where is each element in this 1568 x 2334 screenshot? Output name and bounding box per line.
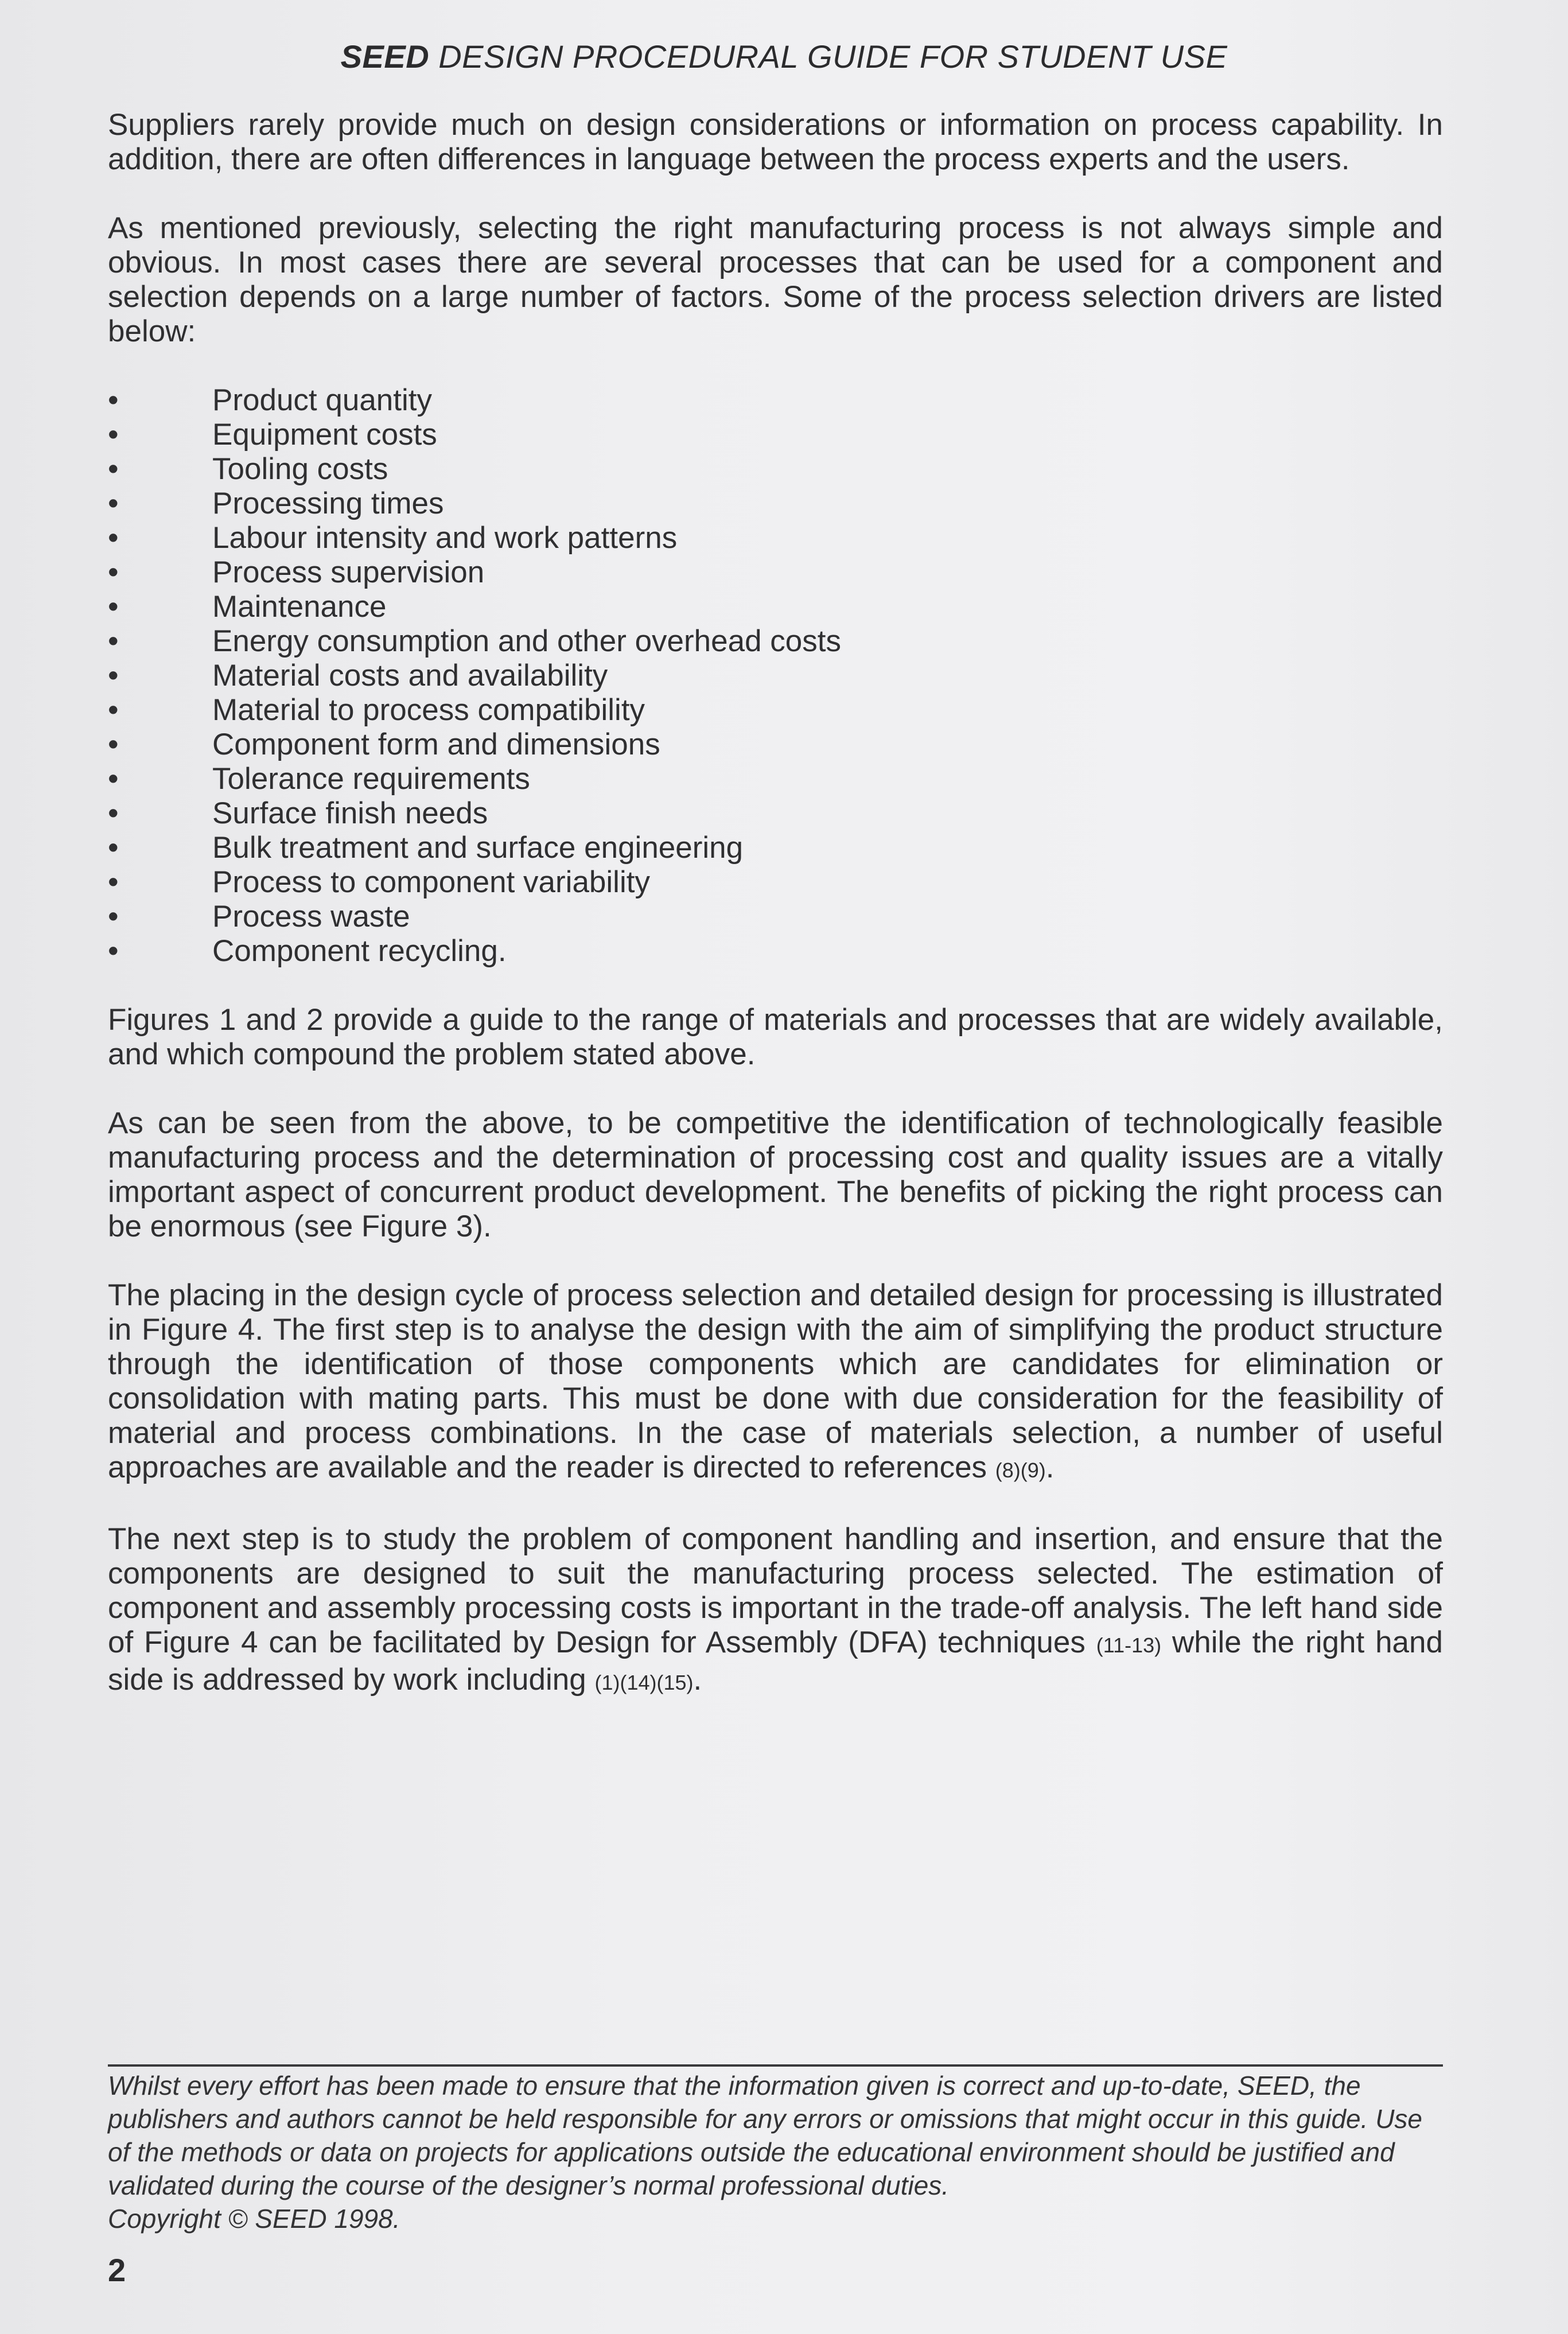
list-item: • Process supervision	[108, 555, 485, 589]
process-drivers-list	[108, 383, 1443, 968]
bullet-icon: •	[108, 383, 119, 417]
bullet-icon: •	[108, 796, 119, 830]
header-title: DESIGN PROCEDURAL GUIDE FOR STUDENT USE	[438, 38, 1228, 75]
bullet-icon: •	[108, 418, 119, 452]
bullet-icon: •	[108, 624, 119, 658]
paragraph-design-cycle: The placing in the design cycle of process selection and detailed design for processing is illustrated in Figure 4. The first step is to analyse the design with the aim of simplifying the product structure through the identification of those components which are candidates for elimination or consolidation with mating parts. This must be done with due consideration for the feasibility of material and process combinations. In the case of materials selection, a number of useful approaches are available and the reader is directed to references (8)(9).	[108, 1278, 1443, 1484]
bullet-icon: •	[108, 900, 119, 933]
footer-disclaimer	[108, 2069, 1443, 2235]
page-number: 2	[108, 2252, 126, 2288]
list-item: • Product quantity	[108, 383, 433, 417]
bullet-icon: •	[108, 659, 119, 693]
bullet-icon: •	[108, 521, 119, 555]
list-item: • Surface finish needs	[108, 796, 488, 830]
list-item: • Component recycling.	[108, 934, 507, 968]
list-item: • Tooling costs	[108, 452, 388, 486]
bullet-icon: •	[108, 555, 119, 589]
paragraph-next-step: The next step is to study the problem of component handling and insertion, and ensure that the components are designed to suit the manufacturing process selected. The estimation of component and assembly processing costs is important in the trade-off analysis. The left hand side of Figure 4 can be facilitated by Design for Assembly (DFA) techniques (11-13) while the right hand side is addressed by work including (1)(14)(15).	[108, 1522, 1443, 1697]
list-item: • Energy consumption and other overhead costs	[108, 624, 841, 658]
list-item: • Material to process compatibility	[108, 693, 645, 727]
copyright-text: Copyright © SEED 1998.	[108, 2204, 400, 2234]
list-item: • Labour intensity and work patterns	[108, 521, 678, 555]
bullet-icon: •	[108, 865, 119, 899]
list-item: • Tolerance requirements	[108, 762, 530, 796]
list-item: • Material costs and availability	[108, 659, 608, 693]
paragraph-process-selection: As mentioned previously, selecting the right manufacturing process is not always simple and obvious. In most cases there are several processes that can be used for a component and selection depends on a large number of factors. Some of the process selection drivers are listed below:	[108, 211, 1443, 348]
bullet-icon: •	[108, 934, 119, 968]
reference-citation: (8)(9)	[995, 1458, 1046, 1482]
paragraph-competitive: As can be seen from the above, to be competitive the identification of technologically feasible manufacturing process and the determination of processing cost and quality issues are a vitally important aspect of concurrent product development. The benefits of picking the right process can be enormous (see Figure 3).	[108, 1106, 1443, 1243]
bullet-icon: •	[108, 831, 119, 865]
list-item: • Bulk treatment and surface engineering	[108, 831, 744, 865]
reference-citation: (11-13)	[1096, 1633, 1162, 1657]
list-item: • Processing times	[108, 487, 444, 520]
list-item: • Equipment costs	[108, 418, 437, 452]
list-item: • Maintenance	[108, 590, 387, 624]
paragraph-figures: Figures 1 and 2 provide a guide to the range of materials and processes that are widely available, and which compound the problem stated above.	[108, 1003, 1443, 1071]
bullet-icon: •	[108, 762, 119, 796]
header-brand: SEED	[340, 38, 430, 75]
list-item: • Process to component variability	[108, 865, 650, 899]
bullet-icon: •	[108, 452, 119, 486]
reference-citation: (1)(14)(15)	[594, 1671, 694, 1694]
bullet-icon: •	[108, 590, 119, 624]
bullet-icon: •	[108, 693, 119, 727]
paragraph-suppliers: Suppliers rarely provide much on design considerations or information on process capability. In addition, there are often differences in language between the process experts and the users.	[108, 108, 1443, 176]
footer-divider	[108, 2064, 1443, 2067]
bullet-icon: •	[108, 487, 119, 520]
bullet-icon: •	[108, 728, 119, 761]
disclaimer-text: Whilst every effort has been made to ensure that the information given is correct and up-to-date, SEED, the publishers and authors cannot be held responsible for any errors or omissions that might occur in this guide. Use of the methods or data on projects for applications outside the educational environment should be justified and validated during the course of the designer’s normal professional duties.	[108, 2071, 1422, 2200]
list-item: • Component form and dimensions	[108, 728, 660, 761]
body-text	[108, 108, 1443, 1700]
running-header	[0, 38, 1568, 75]
list-item: • Process waste	[108, 900, 410, 933]
